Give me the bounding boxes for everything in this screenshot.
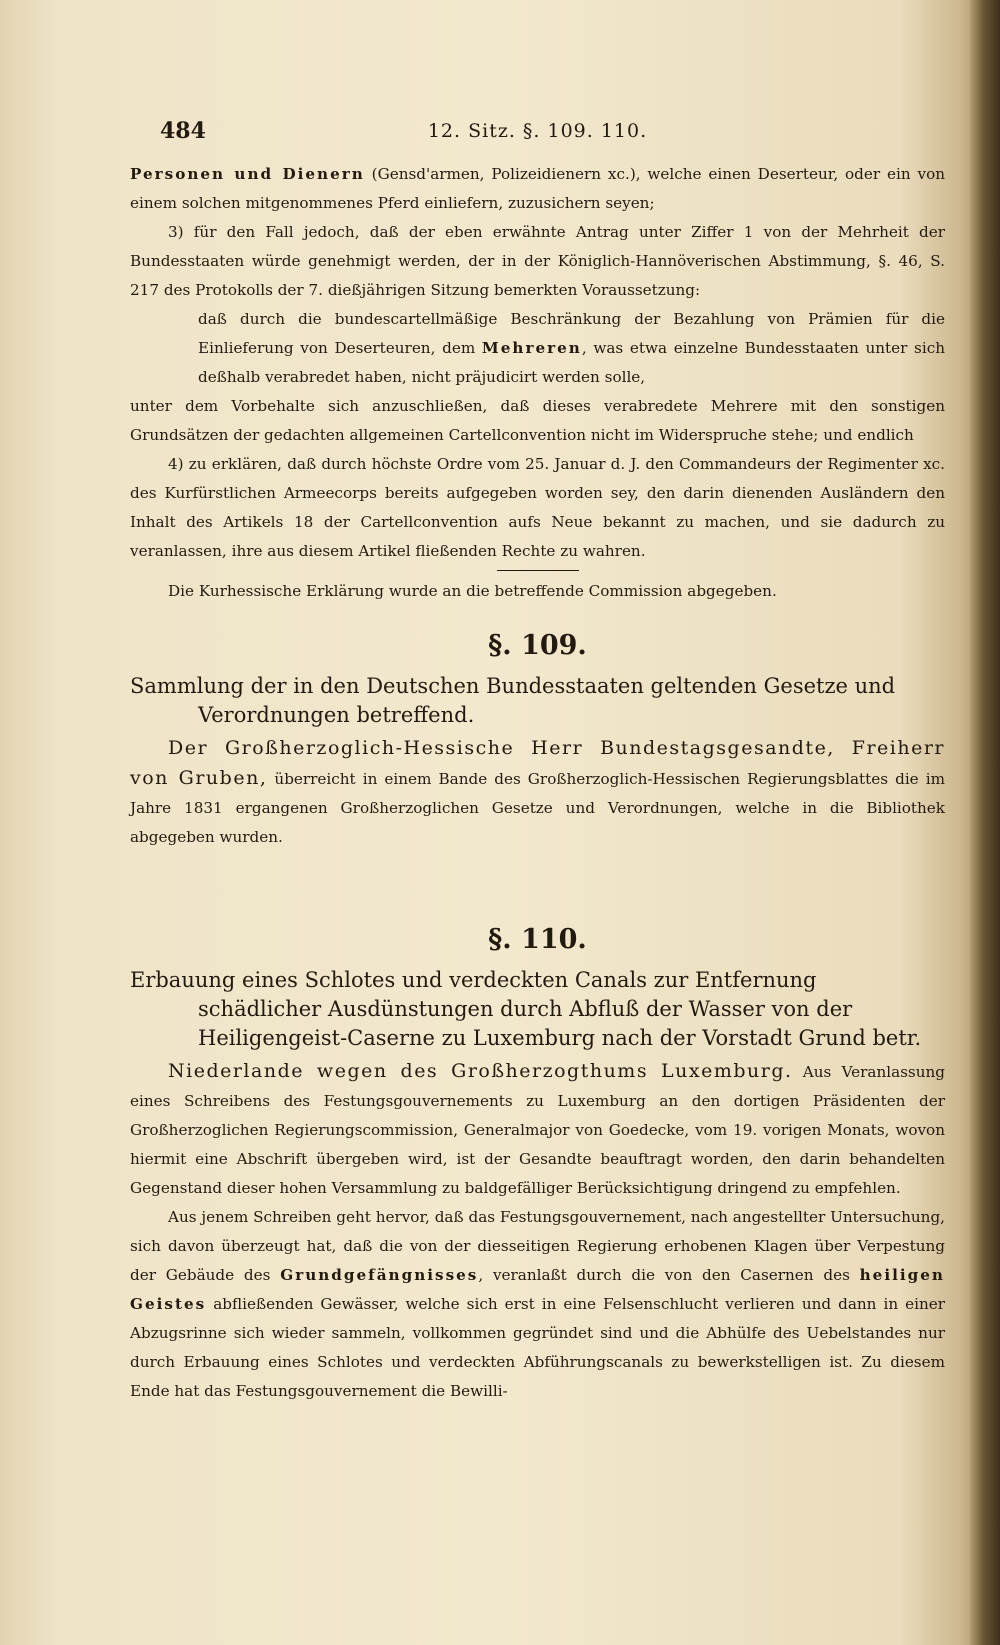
section-title-109: Sammlung der in den Deutschen Bundesstaaten geltenden Gesetze und Verordnungen betreffend. <box>130 674 896 727</box>
spaced-term: Mehreren <box>481 339 582 357</box>
paragraph-text: , was etwa einzelne Bundesstaaten unter sich deßhalb verabredet haben, nicht präjudicirt werden solle, <box>198 339 945 386</box>
paragraph-text: , veranlaßt durch die von den Casernen des <box>478 1266 860 1284</box>
section-lead-109: Der Großherzoglich-Hessische Herr Bundestagsgesandte, Freiherr von Gruben, <box>130 737 945 789</box>
page-content <box>130 118 945 1406</box>
book-spine <box>970 0 1000 1645</box>
section-body-109 <box>130 734 945 852</box>
paragraph-item-4: 4) zu erklären, daß durch höchste Ordre vom 25. Januar d. J. den Commandeurs der Regimenter xc. des Kurfürstlichen Armeecorps bereits aufgegeben worden sey, den darin dienenden Ausländern den Inhalt des Artikels 18 der Cartellconvention aufs Neue bekannt zu machen, und sie dadurch zu veranlassen, ihre aus diesem Artikel fließenden Rechte zu wahren. <box>130 455 945 560</box>
running-head: 12. Sitz. §. 109. 110. <box>427 120 648 142</box>
spaced-term: Grundgefängnisses <box>280 1266 479 1284</box>
paragraph-declaration: Die Kurhessische Erklärung wurde an die betreffende Commission abgegeben. <box>168 582 777 600</box>
page-header <box>130 118 945 154</box>
divider-rule <box>497 570 579 571</box>
section-number-109: §. 109. <box>488 630 587 661</box>
section-body-110 <box>130 1057 945 1203</box>
paragraph-condition <box>130 305 945 392</box>
section-body-110-continued <box>130 1203 945 1406</box>
paragraph-persons <box>130 160 945 218</box>
section-lead-110: Niederlande wegen des Großherzogthums Luxemburg. <box>168 1060 793 1082</box>
paragraph-text: daß durch die bundescartellmäßige Beschränkung der Bezahlung von Prämien für die Einlieferung von Deserteuren, dem <box>198 310 945 357</box>
section-number-110: §. 110. <box>488 924 587 955</box>
paragraph-reservation: unter dem Vorbehalte sich anzuschließen, daß dieses verabredete Mehrere mit den sonstigen Grundsätzen der gedachten allgemeinen Cartellconvention nicht im Widerspruche stehe; und endlich <box>130 397 945 444</box>
page-number: 484 <box>160 118 206 144</box>
paragraph-text: abfließenden Gewässer, welche sich erst in eine Felsenschlucht verlieren und dann in einer Abzugsrinne sich wieder sammeln, vollkommen gegründet sind und die Abhülfe des Uebelstandes nur durch Erbauung eines Schlotes und verdeckten Abführungscanals zu bewerkstelligen ist. Zu diesem Ende hat das Festungsgouvernement die Bewilli- <box>130 1295 945 1400</box>
paragraph-text: (Gensd'armen, Polizeidienern xc.), welche einen Deserteur, oder ein von einem solchen mitgenommenes Pferd einliefern, zuzusichern seyen; <box>130 165 945 212</box>
paragraph-text: Aus Veranlassung eines Schreibens des Festungsgouvernements zu Luxemburg an den dortigen Präsidenten der Großherzoglichen Regierungscommission, Generalmajor von Goedecke, vom 19. vorigen Monats, wovon hiermit eine Abschrift übergeben wird, ist der Gesandte beauftragt worden, den darin behandelten Gegenstand dieser hohen Versammlung zu baldgefälliger Berücksichtigung dringend zu empfehlen. <box>130 1063 946 1197</box>
section-title-110: Erbauung eines Schlotes und verdeckten Canals zur Entfernung schädlicher Ausdünstungen durch Abfluß der Wasser von der Heiligengeist-Caserne zu Luxemburg nach der Vorstadt Grund betr. <box>130 968 922 1050</box>
spaced-term: Personen und Dienern <box>130 165 365 183</box>
spaced-term: heiligen Geistes <box>130 1266 945 1313</box>
paragraph-item-3: 3) für den Fall jedoch, daß der eben erwähnte Antrag unter Ziffer 1 von der Mehrheit der Bundesstaaten würde genehmigt werden, der in der Königlich-Hannöverischen Abstimmung, §. 46, S. 217 des Protokolls der 7. dießjährigen Sitzung bemerkten Voraussetzung: <box>130 223 945 299</box>
paragraph-text: überreicht in einem Bande des Großherzoglich-Hessischen Regierungsblattes die im Jahre 1831 ergangenen Großherzoglichen Gesetze und Verordnungen, welche in die Bibliothek abgegeben wurden. <box>130 770 945 846</box>
paragraph-text: Aus jenem Schreiben geht hervor, daß das Festungsgouvernement, nach angestellter Untersuchung, sich davon überzeugt hat, daß die von der diesseitigen Regierung erhobenen Klagen über Verpestung der Gebäude des <box>130 1208 945 1284</box>
